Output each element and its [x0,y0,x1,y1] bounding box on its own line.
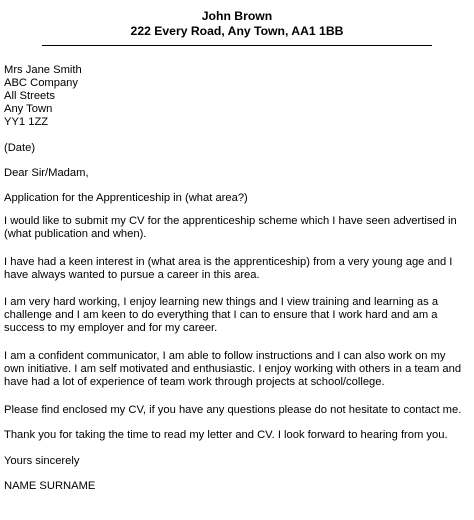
body-paragraph: I am a confident communicator, I am able to follow instructions and I can also work on my own initiative. I am self motivated and enthusiastic. I enjoy working with others in a team and have had a lot of experience of team work through projects at school/college. [4,350,462,389]
recipient-line: Any Town [4,103,53,115]
recipient-line: YY1 1ZZ [4,116,49,128]
recipient-line: ABC Company [4,77,78,89]
header-divider [42,45,432,46]
recipient-line: All Streets [4,90,55,102]
body-paragraph: I have had a keen interest in (what area is the apprenticeship) from a very young age and I have always wanted to pursue a career in this area. [4,256,453,282]
letter-date: (Date) [4,142,36,154]
closing: Yours sincerely [4,455,80,467]
subject-line: Application for the Apprenticeship in (what area?) [4,192,248,204]
body-paragraph: Thank you for taking the time to read my letter and CV. I look forward to hearing from you. [4,429,448,441]
salutation: Dear Sir/Madam, [4,167,89,179]
body-paragraph: Please find enclosed my CV, if you have any questions please do not hesitate to contact me. [4,404,462,416]
sender-address: 222 Every Road, Any Town, AA1 1BB [130,24,344,38]
body-paragraph: I would like to submit my CV for the apprenticeship scheme which I have seen advertised in (what publication and when). [4,215,457,241]
body-paragraph: I am very hard working, I enjoy learning new things and I view training and learning as a challenge and I am keen to do everything that I can to ensure that I work hard and am a success to my employer and for my career. [4,296,439,335]
recipient-line: Mrs Jane Smith [4,64,82,76]
sender-name: John Brown [201,9,273,23]
signature-name: NAME SURNAME [4,480,96,492]
